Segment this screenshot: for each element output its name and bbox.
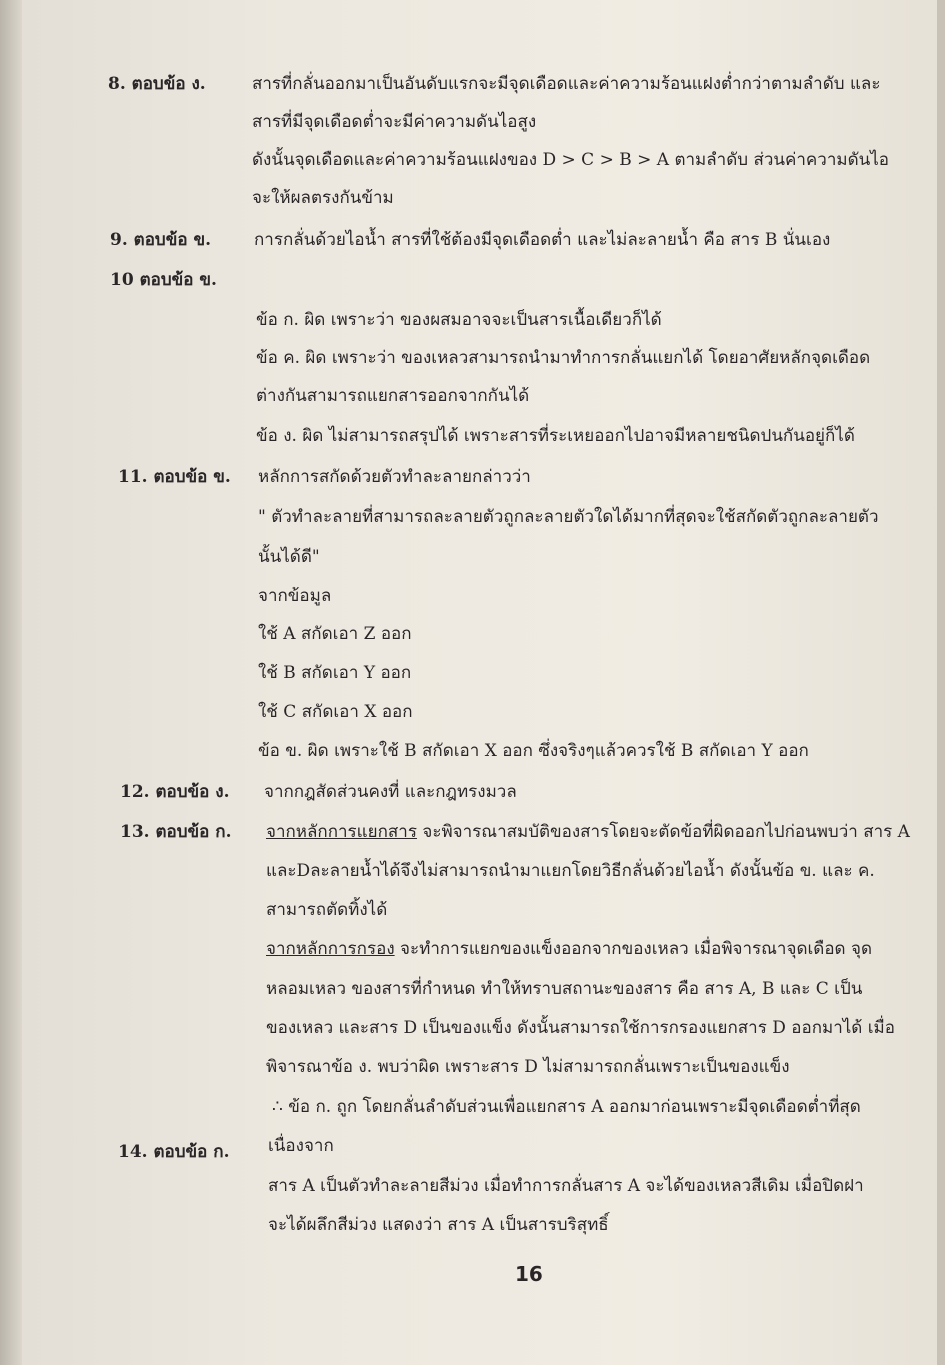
answer-11-line-6: ใช้ B สกัดเอา Y ออก — [258, 663, 412, 683]
answer-14-line-3: จะได้ผลึกสีม่วง แสดงว่า สาร A เป็นสารบริสุทธิ์ — [268, 1215, 609, 1235]
answer-label-13: 13. ตอบข้อ ก. — [120, 822, 232, 842]
subheading-filtration-principle: จากหลักการกรอง — [266, 939, 395, 959]
answer-13-line-4-rest: จะทำการแยกของแข็งออกจากของเหลว เมื่อพิจารณาจุดเดือด จุด — [394, 939, 872, 959]
answer-8-line-2: สารที่มีจุดเดือดต่ำจะมีค่าความดันไอสูง — [252, 112, 537, 132]
answer-13-line-5: หลอมเหลว ของสารที่กำหนด ทำให้ทราบสถานะของสาร คือ สาร A, B และ C เป็น — [266, 979, 863, 999]
answer-8-line-1: สารที่กลั่นออกมาเป็นอันดับแรกจะมีจุดเดือดและค่าความร้อนแฝงต่ำกว่าตามลำดับ และ — [252, 74, 881, 94]
answer-10-line-2: ข้อ ค. ผิด เพราะว่า ของเหลวสามารถนำมาทำการกลั่นแยกได้ โดยอาศัยหลักจุดเดือด — [256, 348, 871, 368]
answer-13-conclusion: ∴ ข้อ ก. ถูก โดยกลั่นลำดับส่วนเพื่อแยกสาร A ออกมาก่อนเพราะมีจุดเดือดต่ำที่สุด — [272, 1097, 861, 1117]
answer-9-line-1: การกลั่นด้วยไอน้ำ สารที่ใช้ต้องมีจุดเดือดต่ำ และไม่ละลายน้ำ คือ สาร B นั่นเอง — [254, 230, 831, 250]
answer-13-line-3: สามารถตัดทิ้งได้ — [266, 900, 388, 920]
answer-13-line-6: ของเหลว และสาร D เป็นของแข็ง ดังนั้นสามารถใช้การกรองแยกสาร D ออกมาได้ เมื่อ — [266, 1018, 895, 1038]
answer-11-line-3: นั้นได้ดี" — [258, 547, 320, 567]
page-left-edge — [0, 0, 22, 1365]
answer-10-line-4: ข้อ ง. ผิด ไม่สามารถสรุปได้ เพราะสารที่ระเหยออกไปอาจมีหลายชนิดปนกันอยู่ก็ได้ — [256, 426, 855, 446]
answer-13-line-1 — [266, 820, 910, 844]
answer-11-line-5: ใช้ A สกัดเอา Z ออก — [258, 624, 412, 644]
answer-11-line-1: หลักการสกัดด้วยตัวทำละลายกล่าวว่า — [258, 467, 531, 487]
answer-label-9: 9. ตอบข้อ ข. — [110, 230, 211, 250]
answer-13-line-4 — [266, 937, 872, 961]
answer-14-line-1: เนื่องจาก — [268, 1136, 334, 1156]
answer-label-10: 10 ตอบข้อ ข. — [110, 270, 217, 290]
answer-10-line-1: ข้อ ก. ผิด เพราะว่า ของผสมอาจจะเป็นสารเนื้อเดียวก็ได้ — [256, 310, 662, 330]
answer-label-11: 11. ตอบข้อ ข. — [118, 467, 231, 487]
answer-8-line-4: จะให้ผลตรงกันข้าม — [252, 188, 394, 208]
answer-label-14: 14. ตอบข้อ ก. — [118, 1142, 230, 1162]
answer-14-line-2: สาร A เป็นตัวทำละลายสีม่วง เมื่อทำการกลั่นสาร A จะได้ของเหลวสีเดิม เมื่อปิดฝา — [268, 1176, 864, 1196]
answer-11-line-2: " ตัวทำละลายที่สามารถละลายตัวถูกละลายตัวใดได้มากที่สุดจะใช้สกัดตัวถูกละลายตัว — [258, 507, 879, 527]
answer-8-line-3: ดังนั้นจุดเดือดและค่าความร้อนแฝงของ D > C > B > A ตามลำดับ ส่วนค่าความดันไอ — [252, 150, 890, 170]
answer-13-line-1-rest: จะพิจารณาสมบัติของสารโดยจะตัดข้อที่ผิดออกไปก่อนพบว่า สาร A — [416, 822, 910, 842]
answer-11-line-8: ข้อ ข. ผิด เพราะใช้ B สกัดเอา X ออก ซึ่งจริงๆแล้วควรใช้ B สกัดเอา Y ออก — [258, 741, 809, 761]
answer-11-line-7: ใช้ C สกัดเอา X ออก — [258, 702, 413, 722]
answer-label-12: 12. ตอบข้อ ง. — [120, 782, 230, 802]
page-right-edge — [937, 0, 945, 1365]
answer-13-line-2: และDละลายน้ำได้จึงไม่สามารถนำมาแยกโดยวิธีกลั่นด้วยไอน้ำ ดังนั้นข้อ ข. และ ค. — [266, 861, 875, 881]
answer-11-line-4: จากข้อมูล — [258, 586, 332, 606]
answer-10-line-3: ต่างกันสามารถแยกสารออกจากกันได้ — [256, 386, 530, 406]
answer-12-line-1: จากกฎสัดส่วนคงที่ และกฎทรงมวล — [264, 782, 517, 802]
answer-13-line-7: พิจารณาข้อ ง. พบว่าผิด เพราะสาร D ไม่สามารถกลั่นเพราะเป็นของแข็ง — [266, 1057, 790, 1077]
subheading-separation-principle: จากหลักการแยกสาร — [266, 822, 417, 842]
answer-label-8: 8. ตอบข้อ ง. — [108, 74, 206, 94]
page-number: 16 — [515, 1262, 543, 1286]
